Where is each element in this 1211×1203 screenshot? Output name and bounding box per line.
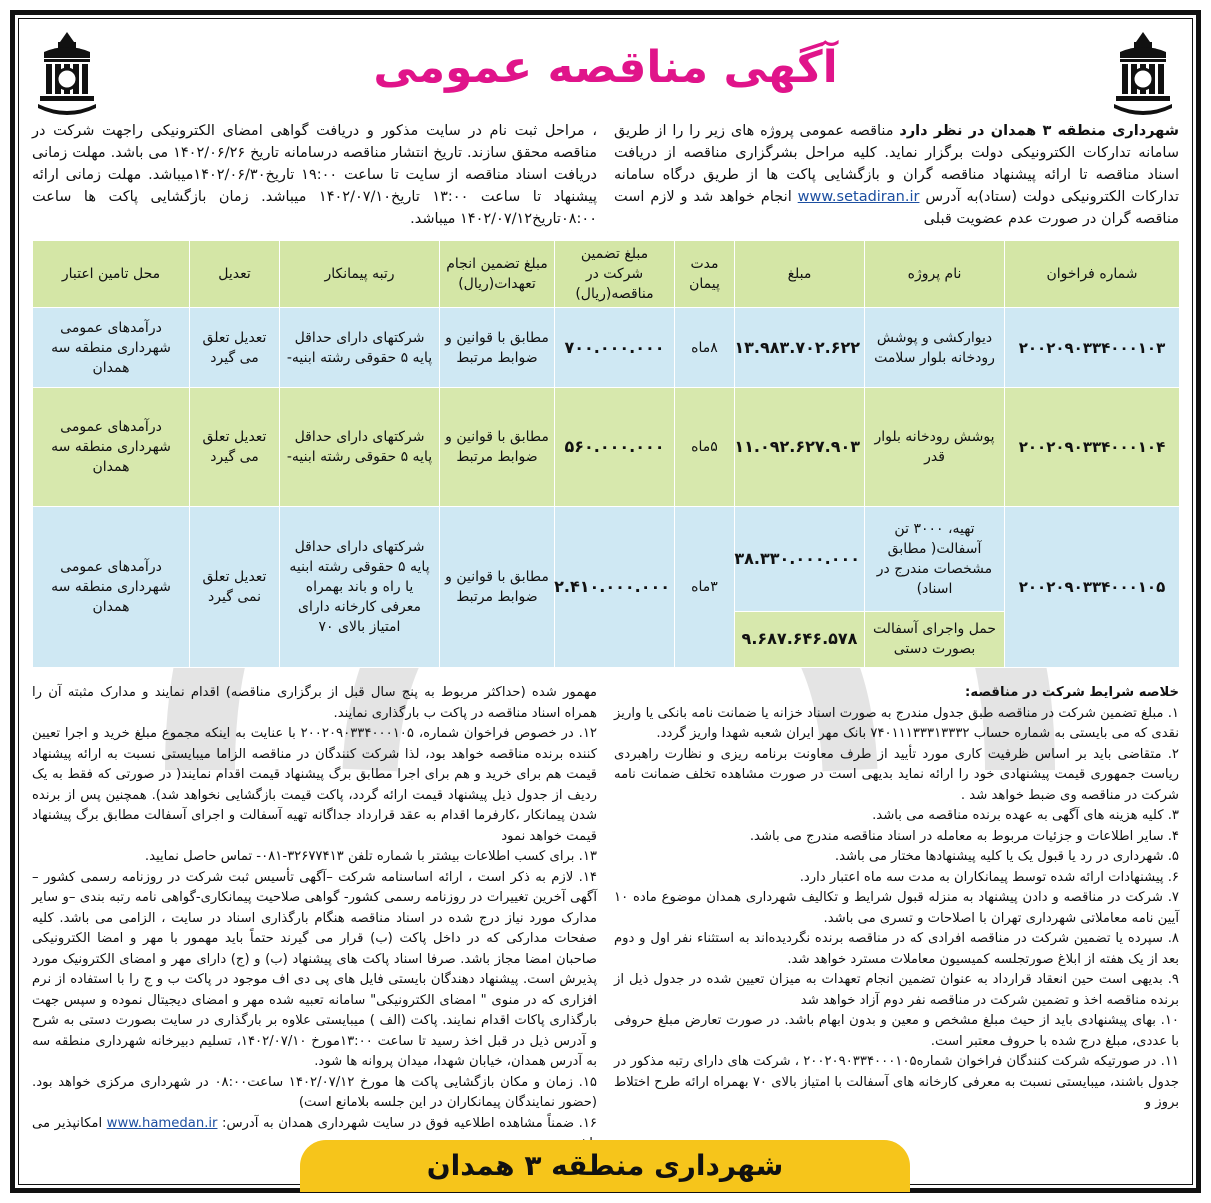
col-header-adjust: تعدیل — [190, 241, 280, 308]
condition-item: ۴. سایر اطلاعات و جزئیات مربوط به معامله در اسناد مناقصه مندرج می باشد. — [749, 828, 1179, 844]
table-row — [33, 308, 1180, 388]
col-header-code: شماره فراخوان — [1005, 241, 1180, 308]
intro-right-text: مناقصه عمومی پروژه های زیر را را از طریق سامانه تدارکات الکترونیکی دولت برگزار نماید. کلیه مراحل بشرگزاری مناقصه از دریافت اسناد مناقصه تا ارائه پیشنهاد مناقصه گران و بازگشایی پاکت ها از طریق درگاه سامانه تدارکات الکترونیکی دولت (ستاد)به آدرس — [614, 123, 1180, 205]
condition-item: ۱۵. زمان و مکان بازگشایی پاکت ها مورخ ۱۴۰۲/۰۷/۱۲ ساعت۰۸:۰۰ در شهرداری مرکزی خواهد بود.(حضور نمایندگان پیمانکاران در این جلسه بلامانع است) — [32, 1074, 597, 1110]
cell-grade: شرکتهای دارای حداقل پایه ۵ حقوقی رشته ابنیه- — [280, 308, 440, 388]
cell-duration: ۵ماه — [675, 388, 735, 507]
table-row — [33, 388, 1180, 507]
condition-item: ۲. متقاضی باید بر اساس ظرفیت کاری مورد تأیید از طرف معاونت برنامه ریزی و نظارت راهبردی ریاست جمهوری قیمت پیشنهادی خود را ارائه نماید بدیهی است در صورت مشاهده تخلف ضمانت نامه شرکت در مناقصه وی ضبط خواهد شد . — [614, 746, 1179, 803]
table-header-row — [33, 241, 1180, 308]
tender-table — [32, 240, 1180, 668]
intro-left-column: ، مراحل ثبت نام در سایت مذکور و دریافت گواهی امضای الکترونیکی راجهت شرکت در مناقصه محقق سازند. تاریخ انتشار مناقصه درسامانه تاریخ ۱۴۰۲/۰۶/۲۶ می باشد. مهلت زمانی دریافت اسناد مناقصه از سایت تا ساعت ۱۹:۰۰ تاریخ۱۴۰۲/۰۶/۳۰میباشد. مهلت زمانی ارائه پیشنهاد تا ساعت ۱۳:۰۰ تاریخ۱۴۰۲/۰۷/۱۰ میباشد. زمان بازگشایی پاکت ها ساعت ۰۸:۰۰تاریخ۱۴۰۲/۰۷/۱۲ میباشد. — [32, 123, 597, 227]
condition-item: ۳. کلیه هزینه های آگهی به عهده برنده مناقصه می باشد. — [872, 808, 1179, 823]
condition-item: ۶. پیشنهادات ارائه شده توسط پیمانکاران به مدت سه ماه اعتبار دارد. — [799, 869, 1179, 885]
cell-project: پوشش رودخانه بلوار قدر — [865, 388, 1005, 507]
cell-adjust: تعدیل تعلق نمی گیرد — [190, 507, 280, 668]
intro-bold-lead: شهرداری منطقه ۳ همدان در نظر دارد — [899, 123, 1179, 139]
cell-performance: مطابق با قوانین و ضوابط مرتبط — [440, 308, 555, 388]
cell-code: ۲۰۰۲۰۹۰۳۳۴۰۰۰۱۰۳ — [1005, 308, 1180, 388]
cell-grade: شرکتهای دارای حداقل پایه ۵ حقوقی رشته ابنیه- — [280, 388, 440, 507]
condition-item: ۹. بدیهی است حین انعقاد قرارداد به عنوان تضمین انجام تعهدات به میزان تعیین شده در جدول ذیل از برنده مناقصه اخذ و تضمین شرکت در مناقصه نفر دوم آزاد خواهد شد — [614, 972, 1179, 1008]
cell-amount: ۳۸.۳۳۰.۰۰۰.۰۰۰ — [735, 507, 865, 612]
cell-grade: شرکتهای دارای حداقل پایه ۵ حقوقی رشته ابنیه یا راه و باند بهمراه معرفی کارخانه دارای امتیاز بالای ۷۰ — [280, 507, 440, 668]
cell-amount: ۱۳.۹۸۳.۷۰۲.۶۲۲ — [735, 308, 865, 388]
conditions-title: خلاصه شرایط شرکت در مناقصه: — [965, 685, 1179, 700]
cell-project-2: حمل واجرای آسفالت بصورت دستی — [865, 611, 1005, 667]
col-header-deposit: مبلغ تضمین شرکت در مناقصه(ریال) — [555, 241, 675, 308]
intro-right-tail: انجام خواهد شد و لازم است مناقصه گران در صورت عدم عضویت قبلی — [614, 189, 1179, 227]
cell-adjust: تعدیل تعلق می گیرد — [190, 388, 280, 507]
table-row — [33, 507, 1180, 612]
col-header-duration: مدت پیمان — [675, 241, 735, 308]
cell-funding: درآمدهای عمومی شهرداری منطقه سه همدان — [33, 388, 190, 507]
condition-item: ۱۲. در خصوص فراخوان شماره، ۲۰۰۲۰۹۰۳۳۴۰۰۰۱۰۵ با عنایت به اینکه مجموع مبلغ خرید و اجرا تعیین کننده برنده مناقصه خواهد بود، لذا شرکت کنندگان در مناقصه الزاما میبایستی نسبت به ارائه پیشنهاد قیمت هم برای خرید و هم برای اجرا مطابق برگ پیشنهاد قیمت اقدام نمایند( در صورتی که فقط به یک ردیف از جدول ذیل پیشنهاد قیمت ارائه گردد، پاکت قیمت بازگشایی نخواهد شد). همچنین پس از برنده شدن پیمانکار ،کارفرما اقدام به عقد قرارداد جداگانه تهیه آسفالت و اجرای آسفالت مطابق برگ پیشنهاد قیمت خواهد نمود — [32, 726, 597, 844]
col-header-grade: رتبه پیمانکار — [280, 241, 440, 308]
condition-item: ۱. مبلغ تضمین شرکت در مناقصه طبق جدول مندرج به صورت اسناد خزانه یا ضمانت نامه بانکی یا واریز نقدی که می بایستی به شماره حساب ۷۴۰۱۱۱۳۳۳۱۳۳۳۲ بانک مهر ایران شعبه شهدا واریز گردد. — [614, 705, 1179, 741]
cell-funding: درآمدهای عمومی شهرداری منطقه سه همدان — [33, 308, 190, 388]
cell-amount: ۱۱.۰۹۲.۶۲۷.۹۰۳ — [735, 388, 865, 507]
condition-item: ۸. سپرده یا تضمین شرکت در مناقصه افرادی که در مناقصه برنده نگردیده‌اند به استثناء نفر اول و دوم بعد از یک هفته از ابلاغ صورتجلسه کمیسیون معاملات مسترد خواهد شد. — [614, 931, 1179, 967]
condition-item: ۱۴. لازم به ذکر است ، ارائه اساسنامه شرکت –آگهی تأسیس ثبت شرکت در روزنامه رسمی کشور –آگهی آخرین تغییرات در روزنامه رسمی کشور- گواهی صلاحیت پیمانکاری-گواهی نامه رتبه بندی –و سایر مدارک مورد نیاز درج شده در اسناد مناقصه هنگام بارگذاری اسناد در سایت ، الزامی می باشد. کلیه صفحات مدارکی که در داخل پاکت (ب) قرار می گیرند حتماً باید مهمور با مهر و امضا الکترونیکی صاحبان امضا مجاز باشد. صرفا اسناد پاکت های پیشنهاد (ب) و (ج) دارای مهر و امضای الکترونیک مورد پذیرش است. پیشنهاد دهندگان بایستی فایل های پی دی اف موجود در پاکت ب و ج را با استفاده از نرم افزاری که در منوی " امضای الکترونیکی" سامانه تعبیه شده مهر و امضای دیجیتال نموده و سپس جهت بارگذاری پاکات اقدام نمایند. پاکت (الف ) میبایستی علاوه بر بارگذاری در سایت بصورت دستی به شرح و آدرس ذیل در قبل اخذ رسید تا ساعت ۱۳:۰۰مورخ ۱۴۰۲/۰۷/۱۰، تسلیم دبیرخانه شهرداری منطقه سه به آدرس همدان، خیابان شهدا، میدان پروانه ها شود. — [32, 869, 598, 1069]
cell-funding: درآمدهای عمومی شهرداری منطقه سه همدان — [33, 507, 190, 668]
item16-suffix: امکانپذیر می — [32, 1115, 103, 1131]
page-title: آگهی مناقصه عمومی — [373, 42, 838, 93]
cell-code: ۲۰۰۲۰۹۰۳۳۴۰۰۰۱۰۵ — [1005, 507, 1180, 668]
cell-project: دیوارکشی و پوشش رودخانه بلوار سلامت — [865, 308, 1005, 388]
condition-item: ۵. شهرداری در رد یا قبول یک یا کلیه پیشنهادها مختار می باشد. — [834, 849, 1179, 864]
condition-item: ۱۳. برای کسب اطلاعات بیشتر با شماره تلفن ۳۲۶۷۷۴۱۳-۰۸۱- تماس حاصل نمایید. — [144, 849, 597, 864]
cell-project: تهیه، ۳۰۰۰ تن آسفالت( مطابق مشخصات مندرج در اسناد) — [865, 507, 1005, 612]
cell-code: ۲۰۰۲۰۹۰۳۳۴۰۰۰۱۰۴ — [1005, 388, 1180, 507]
intro-right-column — [614, 120, 1179, 230]
condition-item: مهمور شده (حداکثر مربوط به پنج سال قبل از برگزاری مناقصه) اقدام نمایند و مدارک مثبته آن را همراه اسناد مناقصه در پاکت ب بارگذاری نمایند. — [32, 685, 597, 721]
condition-item: ۱۱. در صورتیکه شرکت کنندگان فراخوان شماره۲۰۰۲۰۹۰۳۳۴۰۰۰۱۰۵ ، شرکت های دارای رتبه مذکور در جدول باشند، میبایستی نسبت به معرفی کارخانه های آسفالت با امتیاز بالای ۷۰ بهمراه ارائه طرح اختلاط بروز و — [614, 1054, 1180, 1110]
footer-band: شهرداری منطقه ۳ همدان — [300, 1140, 910, 1192]
cell-performance: مطابق با قوانین و ضوابط مرتبط — [440, 388, 555, 507]
condition-item: ۷. شرکت در مناقصه و دادن پیشنهاد به منزله قبول شرایط و تکالیف شهرداری همدان موضوع ماده ۱۰ آیین نامه معاملاتی شهرداری تهران با اصلاحات و تسری می باشد. — [614, 890, 1179, 926]
conditions-left-column — [32, 683, 597, 1155]
col-header-amount: مبلغ — [735, 241, 865, 308]
item16-prefix: ۱۶. ضمناً مشاهده اطلاعیه فوق در سایت شهرداری همدان به آدرس: — [222, 1115, 597, 1131]
cell-deposit: ۵۶۰.۰۰۰.۰۰۰ — [555, 388, 675, 507]
cell-amount-2: ۹.۶۸۷.۶۴۶.۵۷۸ — [735, 611, 865, 667]
col-header-project: نام پروژه — [865, 241, 1005, 308]
cell-adjust: تعدیل تعلق می گیرد — [190, 308, 280, 388]
col-header-funding: محل تامین اعتبار — [33, 241, 190, 308]
cell-duration: ۳ماه — [675, 507, 735, 668]
col-header-performance: مبلغ تضمین انجام تعهدات(ریال) — [440, 241, 555, 308]
cell-duration: ۸ماه — [675, 308, 735, 388]
cell-performance: مطابق با قوانین و ضوابط مرتبط — [440, 507, 555, 668]
cell-deposit: ۲.۴۱۰.۰۰۰.۰۰۰ — [555, 507, 675, 668]
condition-item: ۱۰. بهای پیشنهادی باید از حیث مبلغ مشخص و معین و بدون ابهام باشد. در صورت تعارض مبلغ حروفی با عددی، مبلغ درج شده با حروف معتبر است. — [614, 1013, 1179, 1049]
setadiran-link[interactable]: www.setadiran.ir — [797, 189, 920, 205]
cell-deposit: ۷۰۰.۰۰۰.۰۰۰ — [555, 308, 675, 388]
conditions-right-column — [614, 683, 1179, 1114]
hamedan-link[interactable]: www.hamedan.ir — [106, 1115, 218, 1131]
